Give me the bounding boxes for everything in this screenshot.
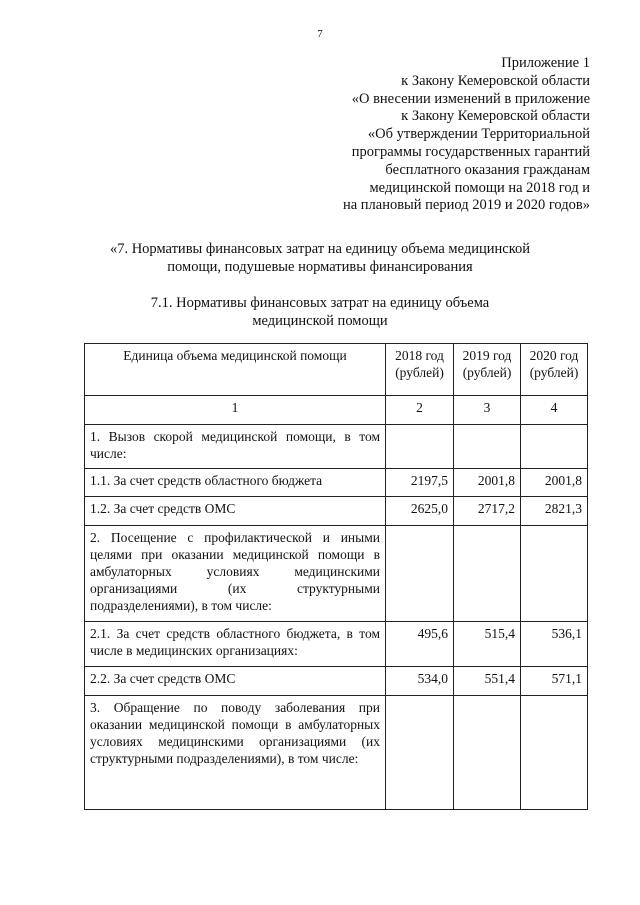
appendix-line: «О внесении изменений в приложение (351, 90, 590, 107)
appendix-line: медицинской помощи на 2018 год и (369, 179, 590, 196)
appendix-line: к Закону Кемеровской области (401, 72, 590, 89)
subsection-heading (0, 294, 640, 330)
appendix-line: на плановый период 2019 и 2020 годов» (342, 197, 590, 214)
value-2019 (454, 425, 521, 469)
value-2018: 2625,0 (386, 497, 454, 526)
row-name: 2. Посещение с профилактической и иными целями при оказании медицинской помощи в амбулаторных условиях медицинскими организациями (их структурными подразделениями), в том числе: (85, 526, 386, 622)
value-2018 (386, 425, 454, 469)
column-number: 2 (386, 396, 454, 425)
value-2019: 2001,8 (454, 469, 521, 497)
row-name: 1.2. За счет средств ОМС (85, 497, 386, 526)
column-number: 4 (521, 396, 588, 425)
header-year-2018: 2018 год (рублей) (386, 344, 454, 396)
value-2019: 515,4 (454, 622, 521, 667)
row-name: 1. Вызов скорой медицинской помощи, в том числе: (85, 425, 386, 469)
table-row (85, 469, 588, 497)
appendix-line: «Об утверждении Территориальной (367, 126, 590, 143)
value-2019 (454, 526, 521, 622)
value-2019 (454, 696, 521, 810)
subsection-heading-line: 7.1. Нормативы финансовых затрат на единицу объема (150, 295, 490, 311)
table-numbering-row (85, 396, 588, 425)
header-unit-of-volume: Единица объема медицинской помощи (85, 344, 386, 396)
value-2018 (386, 696, 454, 810)
table-row (85, 497, 588, 526)
value-2020: 2001,8 (521, 469, 588, 497)
table-row (85, 526, 588, 622)
column-number: 3 (454, 396, 521, 425)
column-number: 1 (85, 396, 386, 425)
appendix-line: программы государственных гарантий (351, 143, 590, 160)
value-2020: 571,1 (521, 667, 588, 696)
header-year-2020: 2020 год (рублей) (521, 344, 588, 396)
row-name: 1.1. За счет средств областного бюджета (85, 469, 386, 497)
appendix-reference (270, 55, 590, 215)
appendix-line: Приложение 1 (501, 55, 590, 71)
value-2018: 495,6 (386, 622, 454, 667)
section-heading (0, 240, 640, 276)
subsection-heading-line: медицинской помощи (252, 313, 388, 329)
appendix-line: бесплатного оказания гражданам (385, 161, 590, 178)
appendix-line: к Закону Кемеровской области (401, 108, 590, 125)
table-row (85, 696, 588, 810)
page-number: 7 (317, 28, 323, 40)
value-2020: 536,1 (521, 622, 588, 667)
value-2018: 534,0 (386, 667, 454, 696)
row-name: 2.1. За счет средств областного бюджета, в том числе в медицинских организациях: (85, 622, 386, 667)
value-2018 (386, 526, 454, 622)
value-2019: 2717,2 (454, 497, 521, 526)
financial-norms-table (84, 343, 588, 810)
value-2020: 2821,3 (521, 497, 588, 526)
section-heading-line: «7. Нормативы финансовых затрат на единицу объема медицинской (109, 241, 531, 257)
header-year-2019: 2019 год (рублей) (454, 344, 521, 396)
value-2020 (521, 696, 588, 810)
table-header-row (85, 344, 588, 396)
section-heading-line: помощи, подушевые нормативы финансирования (167, 259, 473, 275)
value-2020 (521, 526, 588, 622)
table-row (85, 667, 588, 696)
value-2020 (521, 425, 588, 469)
table-row (85, 622, 588, 667)
row-name: 2.2. За счет средств ОМС (85, 667, 386, 696)
row-name: 3. Обращение по поводу заболевания при оказании медицинской помощи в амбулаторных условиях медицинскими организациями (их структурными подразделениями), в том числе: (85, 696, 386, 810)
value-2018: 2197,5 (386, 469, 454, 497)
table-row (85, 425, 588, 469)
value-2019: 551,4 (454, 667, 521, 696)
